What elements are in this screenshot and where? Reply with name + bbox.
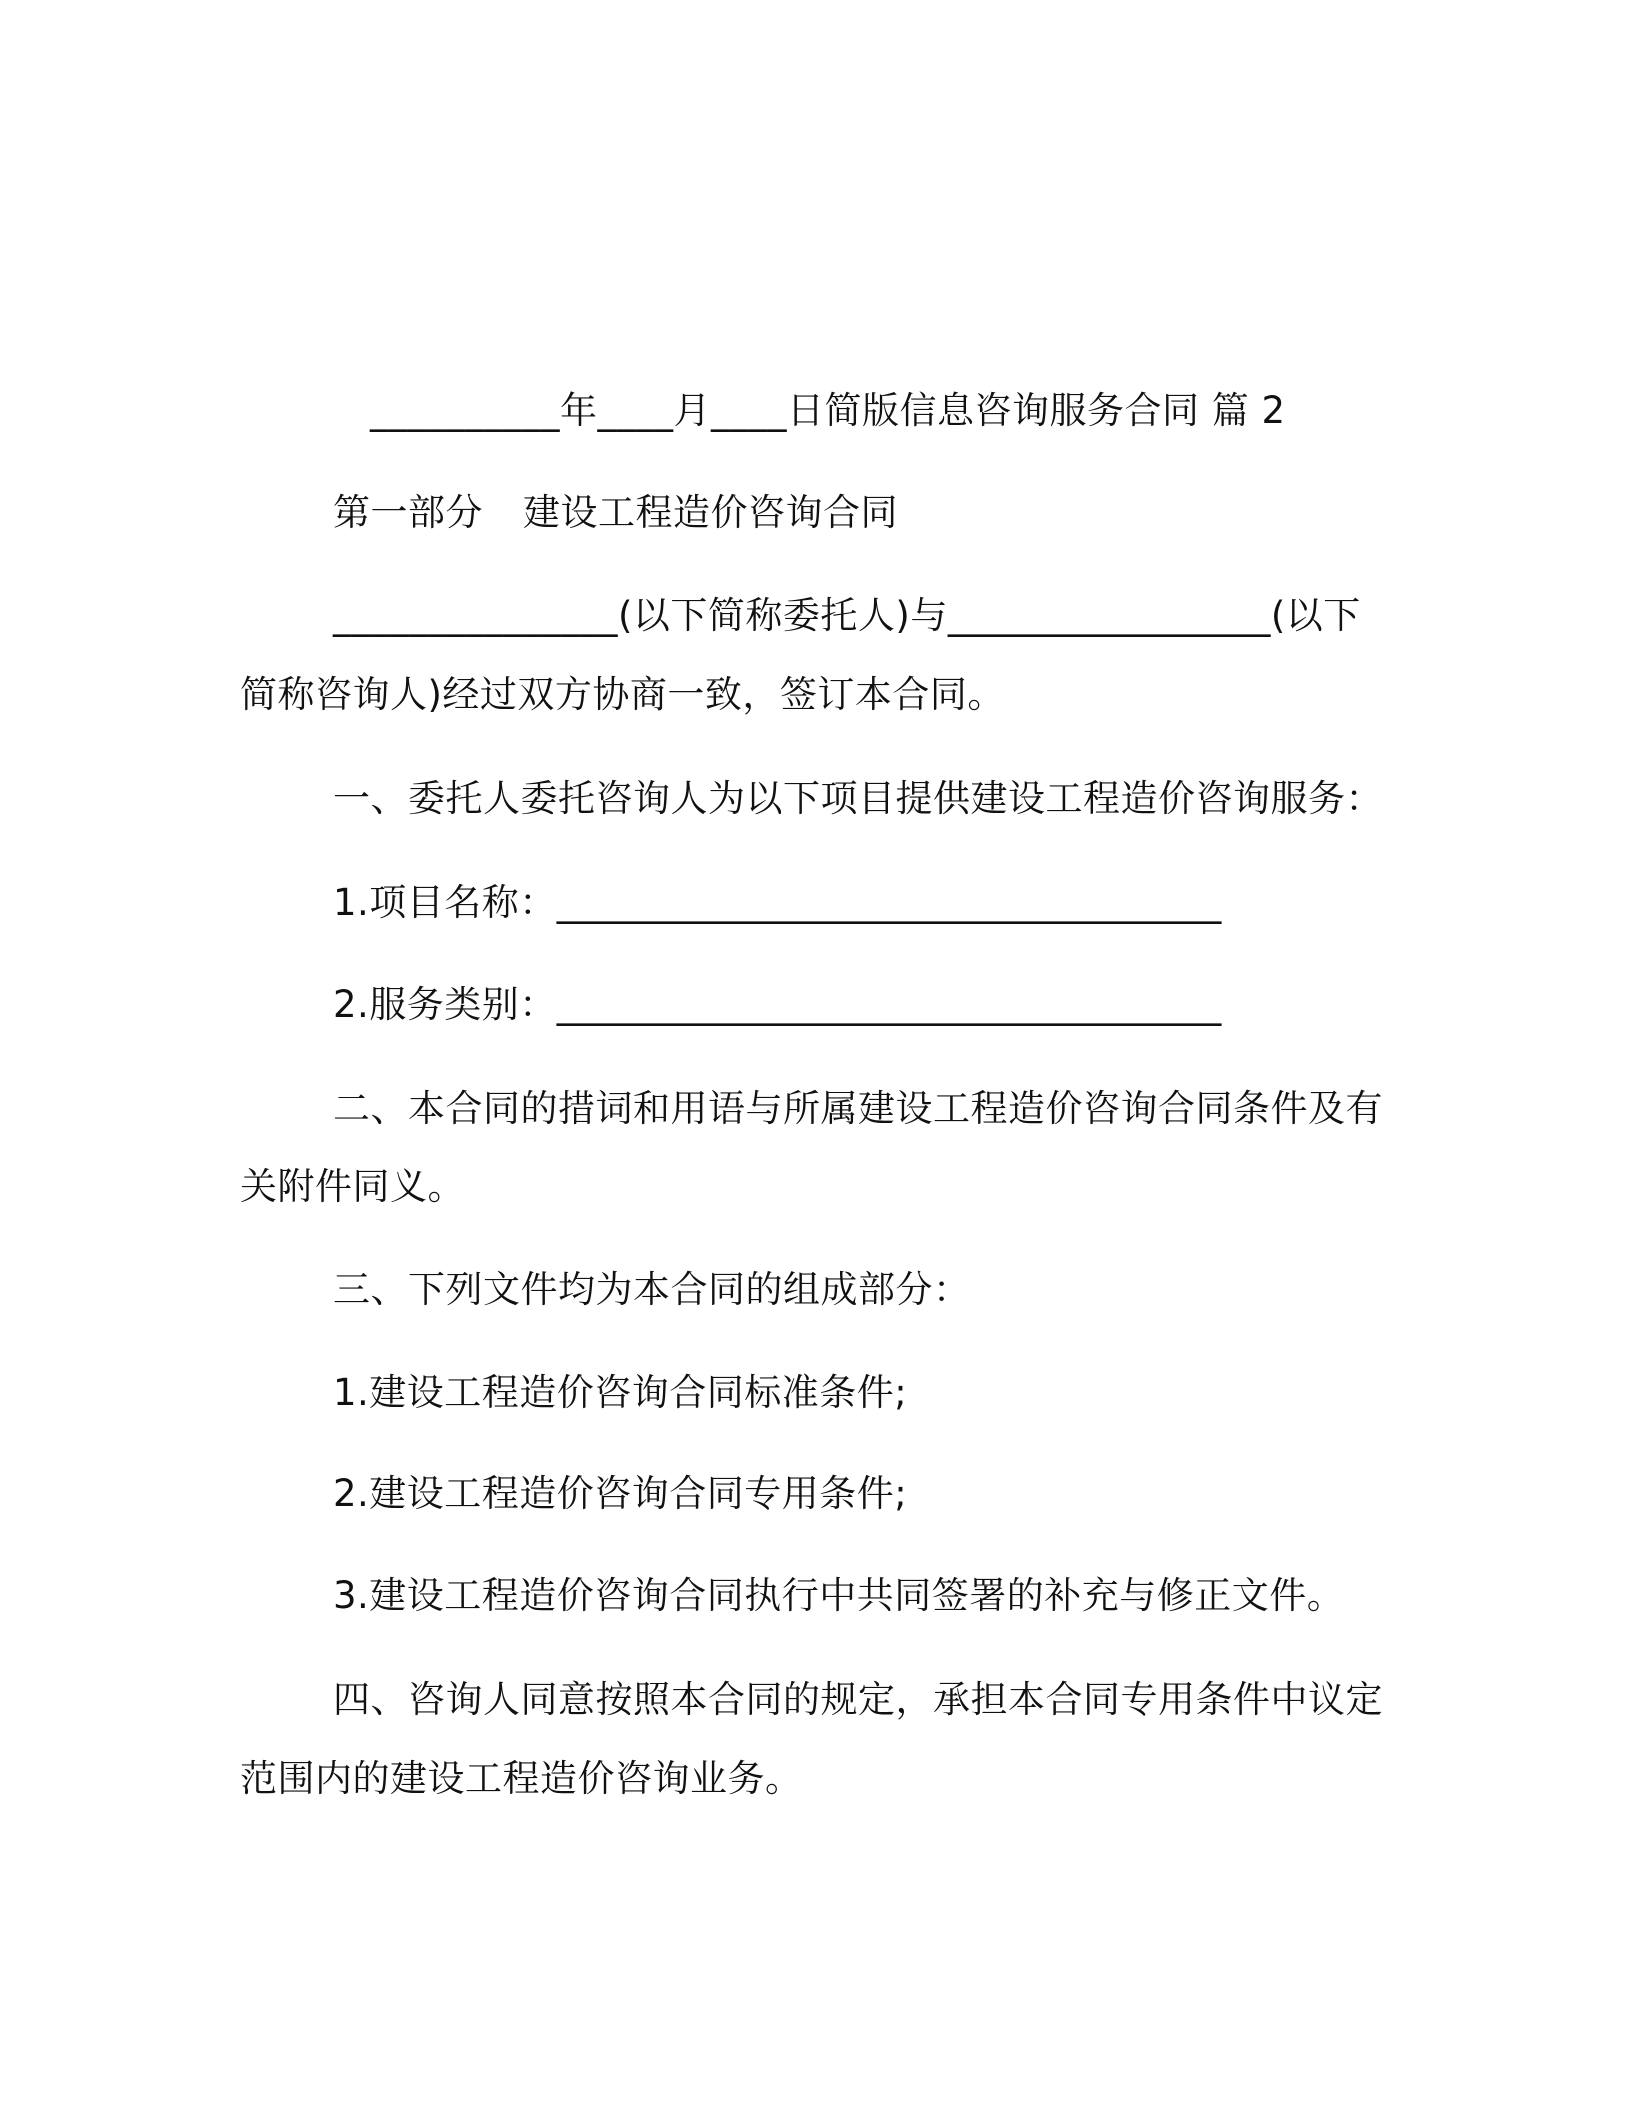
clause-4-line-1: 四、咨询人同意按照本合同的规定，承担本合同专用条件中议定 (333, 1678, 1383, 1721)
clause-3-item-1: 1.建设工程造价咨询合同标准条件; (333, 1371, 908, 1414)
document-title: __________年____月____日简版信息咨询服务合同 篇 2 (370, 389, 1286, 432)
clause-3: 三、下列文件均为本合同的组成部分： (333, 1268, 971, 1311)
intro-line-1: _______________(以下简称委托人)与_________________(以下 (333, 594, 1361, 637)
part-heading: 第一部分 (333, 491, 483, 534)
clause-1-item-1: 1.项目名称：___________________________________ (333, 881, 1222, 924)
clause-3-item-2: 2.建设工程造价咨询合同专用条件; (333, 1472, 908, 1515)
clause-2-line-1: 二、本合同的措词和用语与所属建设工程造价咨询合同条件及有 (333, 1087, 1383, 1130)
clause-1: 一、委托人委托咨询人为以下项目提供建设工程造价咨询服务： (333, 777, 1383, 820)
part-title: 建设工程造价咨询合同 (523, 491, 898, 534)
part-heading-line (333, 491, 898, 534)
intro-line-2: 简称咨询人)经过双方协商一致，签订本合同。 (240, 673, 1005, 716)
clause-3-item-3: 3.建设工程造价咨询合同执行中共同签署的补充与修正文件。 (333, 1574, 1345, 1617)
clause-4-line-2: 范围内的建设工程造价咨询业务。 (240, 1757, 803, 1800)
clause-2-line-2: 关附件同义。 (240, 1165, 465, 1208)
clause-1-item-2: 2.服务类别：___________________________________ (333, 983, 1222, 1026)
